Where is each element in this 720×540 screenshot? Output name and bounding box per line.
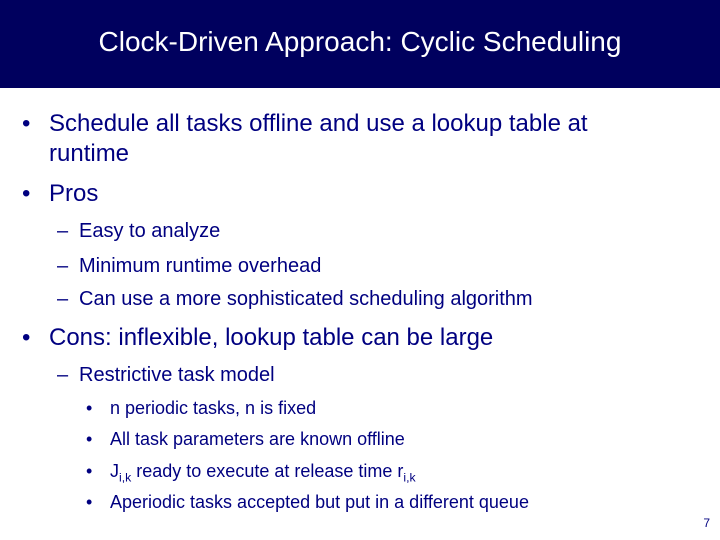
release-subscript: i,k — [403, 470, 416, 485]
model-item-text: Aperiodic tasks accepted but put in a different queue — [110, 492, 529, 512]
slide-title: Clock-Driven Approach: Cyclic Scheduling — [98, 26, 622, 57]
title-bar — [0, 0, 720, 88]
pros-item-text: Can use a more sophisticated scheduling algorithm — [79, 288, 533, 310]
bullet-text-line1: Schedule all tasks offline and use a lookup table at — [49, 110, 588, 137]
bullet-marker: • — [86, 461, 93, 481]
bullet-text: Pros — [49, 180, 99, 207]
pros-item-text: Minimum runtime overhead — [79, 255, 322, 277]
model-item-text: All task parameters are known offline — [110, 429, 405, 449]
bullet-marker: • — [22, 110, 31, 137]
dash-marker: – — [57, 255, 69, 277]
bullet-marker: • — [86, 398, 93, 418]
bullet-marker: • — [22, 180, 31, 207]
bullet-marker: • — [86, 429, 93, 449]
job-symbol: J — [110, 461, 119, 481]
release-text: ready to execute at release time r — [131, 461, 404, 481]
model-item-text — [110, 461, 416, 485]
model-item-text: n periodic tasks, n is fixed — [110, 398, 317, 418]
bullet-text: Cons: inflexible, lookup table can be large — [49, 324, 494, 351]
pros-item-text: Easy to analyze — [79, 220, 221, 242]
job-subscript: i,k — [119, 470, 132, 485]
page-number: 7 — [703, 516, 710, 530]
bullet-text-line2: runtime — [49, 140, 130, 167]
bullet-schedule-offline — [22, 112, 712, 172]
dash-marker: – — [57, 220, 69, 242]
bullet-marker: • — [22, 324, 31, 351]
bullet-marker: • — [86, 492, 93, 512]
dash-marker: – — [57, 364, 69, 386]
cons-item-text: Restrictive task model — [79, 364, 275, 386]
dash-marker: – — [57, 288, 69, 310]
